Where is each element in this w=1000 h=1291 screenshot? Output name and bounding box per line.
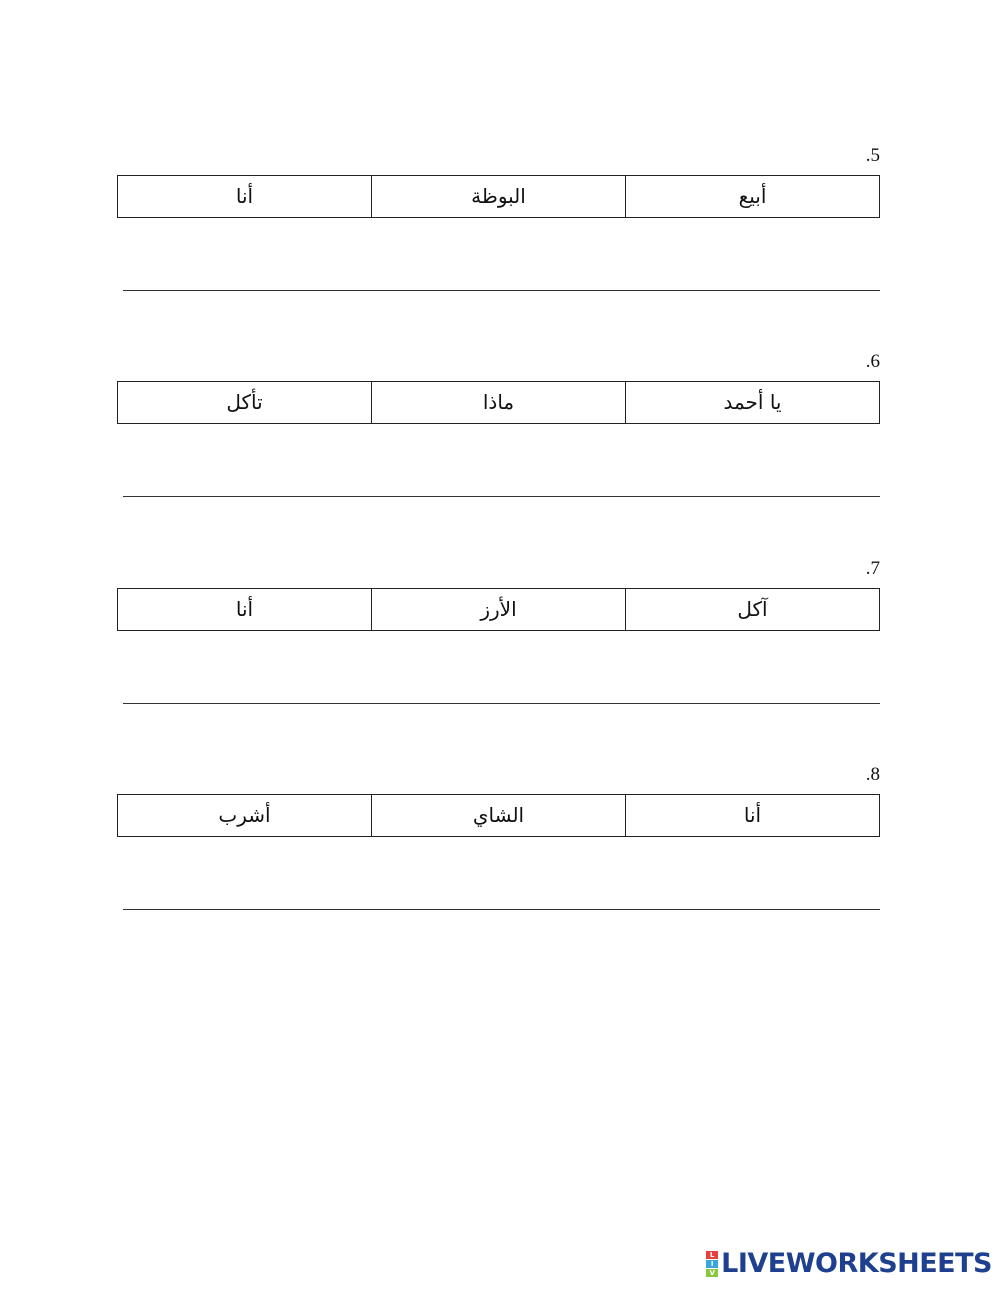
exercise-number: .5 bbox=[865, 145, 880, 166]
word-cell: أنا bbox=[235, 183, 254, 208]
logo-block: I bbox=[706, 1260, 718, 1268]
exercise-number: .7 bbox=[865, 558, 880, 579]
word-cell: تأكل bbox=[226, 389, 263, 414]
word-cell: أبيع bbox=[625, 176, 879, 217]
word-table bbox=[117, 381, 880, 424]
word-table bbox=[117, 794, 880, 837]
exercise-number: .8 bbox=[865, 764, 880, 785]
answer-line[interactable] bbox=[123, 703, 880, 704]
word-cell: آكل bbox=[625, 589, 879, 630]
word-table bbox=[117, 588, 880, 631]
word-table bbox=[117, 175, 880, 218]
answer-line[interactable] bbox=[123, 290, 880, 291]
brand-text: LIVEWORKSHEETS bbox=[721, 1248, 992, 1279]
exercise-number: .6 bbox=[865, 351, 880, 372]
word-cell: يا أحمد bbox=[625, 382, 879, 423]
word-cell: الأرز bbox=[371, 589, 625, 630]
logo-block: L bbox=[706, 1251, 718, 1259]
word-cell: الشاي bbox=[371, 795, 625, 836]
logo-block: V bbox=[706, 1269, 718, 1277]
exercise-6 bbox=[117, 351, 880, 501]
answer-line[interactable] bbox=[123, 496, 880, 497]
answer-line[interactable] bbox=[123, 909, 880, 910]
word-cell: أنا bbox=[235, 596, 254, 621]
exercise-5 bbox=[117, 145, 880, 295]
word-cell: أشرب bbox=[218, 802, 271, 827]
exercise-7 bbox=[117, 558, 880, 708]
word-cell: أنا bbox=[625, 795, 879, 836]
logo-blocks-icon bbox=[706, 1251, 718, 1277]
exercise-8 bbox=[117, 764, 880, 914]
liveworksheets-logo bbox=[706, 1249, 992, 1279]
word-cell: البوظة bbox=[371, 176, 625, 217]
word-cell: ماذا bbox=[371, 382, 625, 423]
